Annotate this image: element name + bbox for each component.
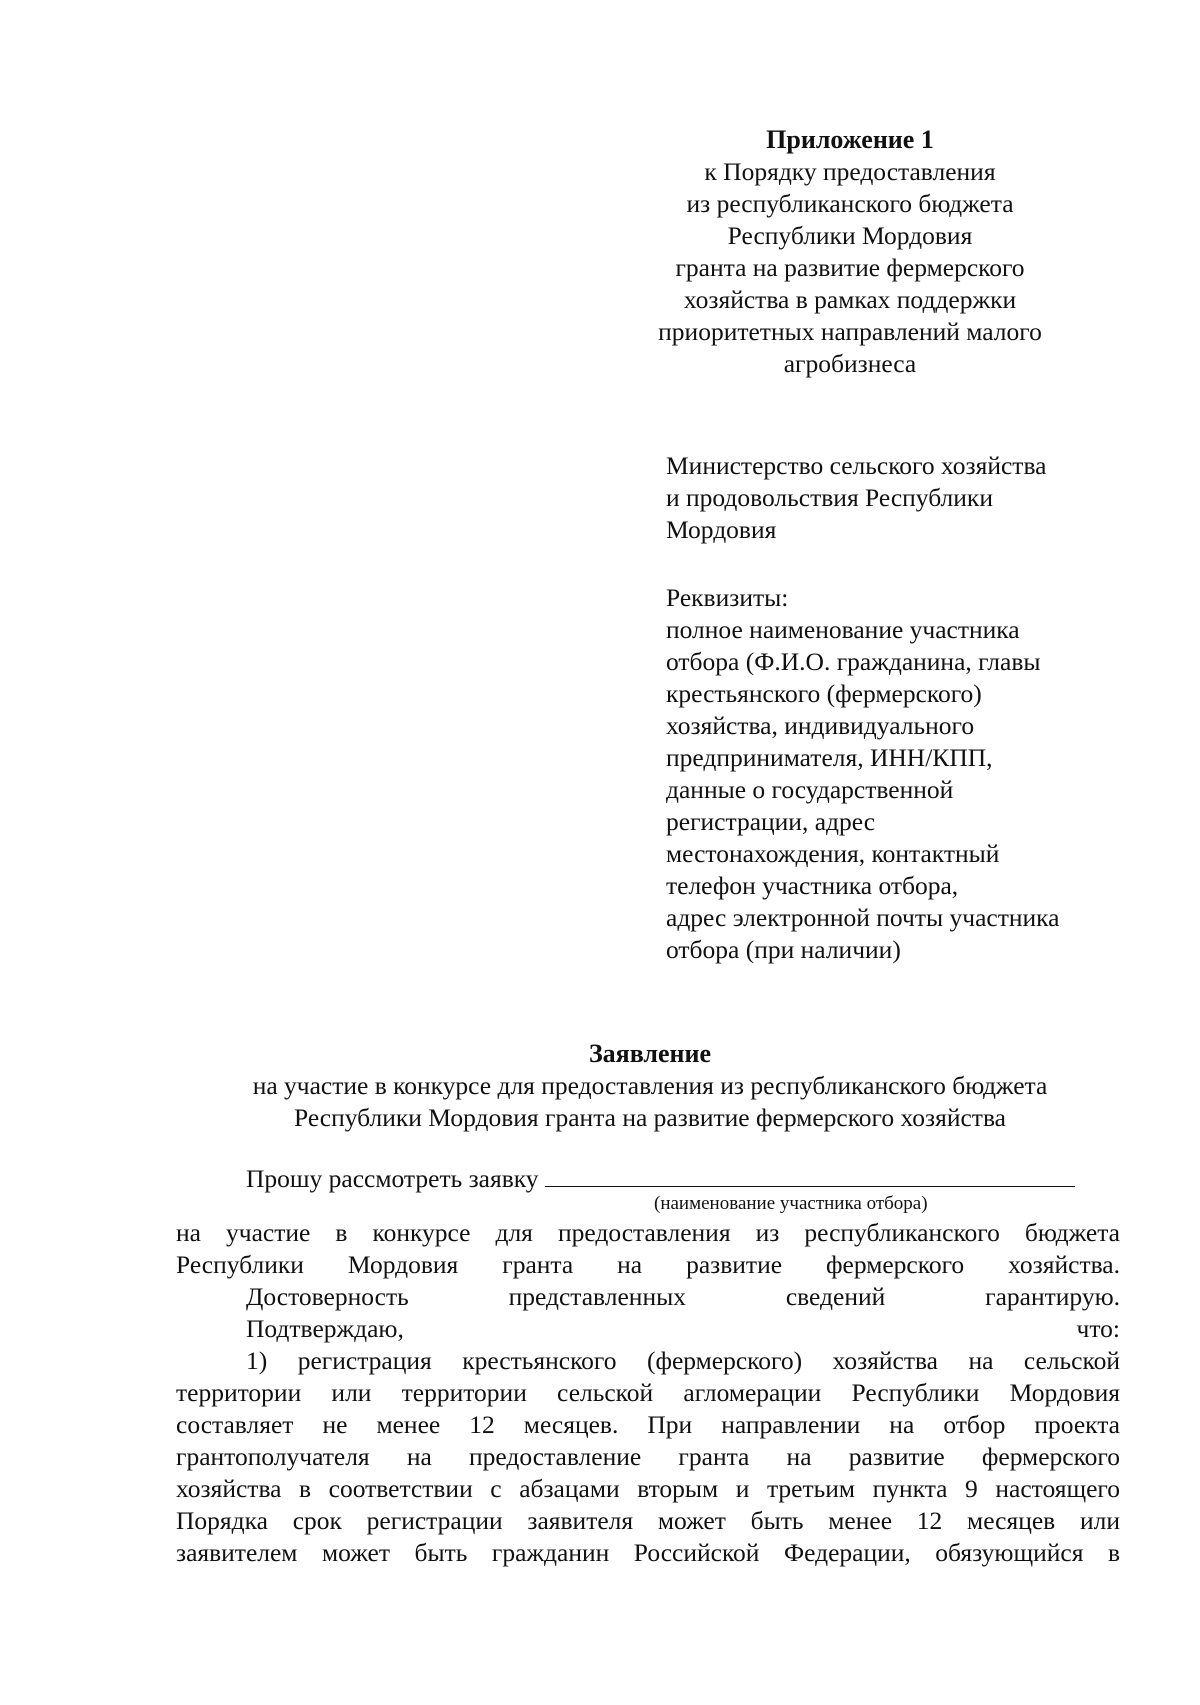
- appendix-line: хозяйства в рамках поддержки: [683, 285, 1017, 314]
- requisites-line: полное наименование участника: [666, 615, 1020, 644]
- item1-line: хозяйства в соответствии с абзацами вторым и третьим пункта 9 настоящего: [176, 1474, 1120, 1503]
- requisites-line: крестьянского (фермерского): [666, 679, 982, 708]
- appendix-line: Республики Мордовия: [727, 221, 973, 250]
- requisites-line: данные о государственной: [666, 775, 954, 804]
- requisites-line: предпринимателя, ИНН/КПП,: [666, 743, 993, 772]
- guarantee-text: Достоверность представленных сведений гарантирую.: [246, 1282, 1120, 1311]
- requisites-line: телефон участника отбора,: [666, 871, 959, 900]
- item1-line: составляет не менее 12 месяцев. При направлении на отбор проекта: [176, 1410, 1120, 1439]
- request-line: [176, 1160, 1120, 1195]
- request-label: Прошу рассмотреть заявку: [246, 1164, 539, 1193]
- requisites-line: регистрации, адрес: [666, 807, 876, 836]
- appendix-line: из республиканского бюджета: [686, 189, 1014, 218]
- appendix-line: приоритетных направлений малого: [658, 317, 1042, 346]
- requisites-line: отбора (Ф.И.О. гражданина, главы: [666, 647, 1041, 676]
- item1-line: грантополучателя на предоставление гранта на развитие фермерского: [176, 1442, 1120, 1471]
- statement-subtitle-line: Республики Мордовия гранта на развитие фермерского хозяйства: [294, 1103, 1006, 1132]
- participant-name-field[interactable]: [545, 1160, 1075, 1187]
- paragraph-line: Республики Мордовия гранта на развитие фермерского хозяйства.: [176, 1250, 1120, 1279]
- ministry-line: Министерство сельского хозяйства: [666, 451, 1047, 480]
- ministry-line: и продовольствия Республики: [666, 483, 993, 512]
- confirm-text: Подтверждаю, что:: [246, 1314, 1120, 1343]
- item1-line: территории или территории сельской агломерации Республики Мордовия: [176, 1378, 1120, 1407]
- appendix-header: [640, 124, 1060, 380]
- statement-subtitle-line: на участие в конкурсе для предоставления из республиканского бюджета: [252, 1071, 1048, 1100]
- requisites-line: отбора (при наличии): [666, 935, 901, 964]
- statement-body: [176, 1160, 1120, 1569]
- addressee-ministry: [666, 450, 1126, 546]
- appendix-line: гранта на развитие фермерского: [675, 253, 1025, 282]
- requisites-line: хозяйства, индивидуального: [666, 711, 975, 740]
- requisites-line: местонахождения, контактный: [666, 839, 1000, 868]
- requisites-line: адрес электронной почты участника: [666, 903, 1060, 932]
- item1-line: 1) регистрация крестьянского (фермерского) хозяйства на сельской: [246, 1346, 1120, 1375]
- requisites-label: Реквизиты:: [666, 583, 789, 612]
- request-hint: (наименование участника отбора): [654, 1193, 928, 1214]
- requisites-block: [666, 582, 1126, 966]
- statement-title: Заявление: [588, 1039, 712, 1068]
- appendix-title: Приложение 1: [766, 125, 934, 154]
- ministry-line: Мордовия: [666, 515, 777, 544]
- statement-heading: [160, 1038, 1140, 1134]
- item1-line: Порядка срок регистрации заявителя может быть менее 12 месяцев или: [176, 1506, 1120, 1535]
- appendix-line: агробизнеса: [783, 349, 917, 378]
- item1-line: заявителем может быть гражданин Российской Федерации, обязующийся в: [176, 1538, 1120, 1567]
- paragraph-line: на участие в конкурсе для предоставления из республиканского бюджета: [176, 1218, 1120, 1247]
- appendix-line: к Порядку предоставления: [704, 157, 996, 186]
